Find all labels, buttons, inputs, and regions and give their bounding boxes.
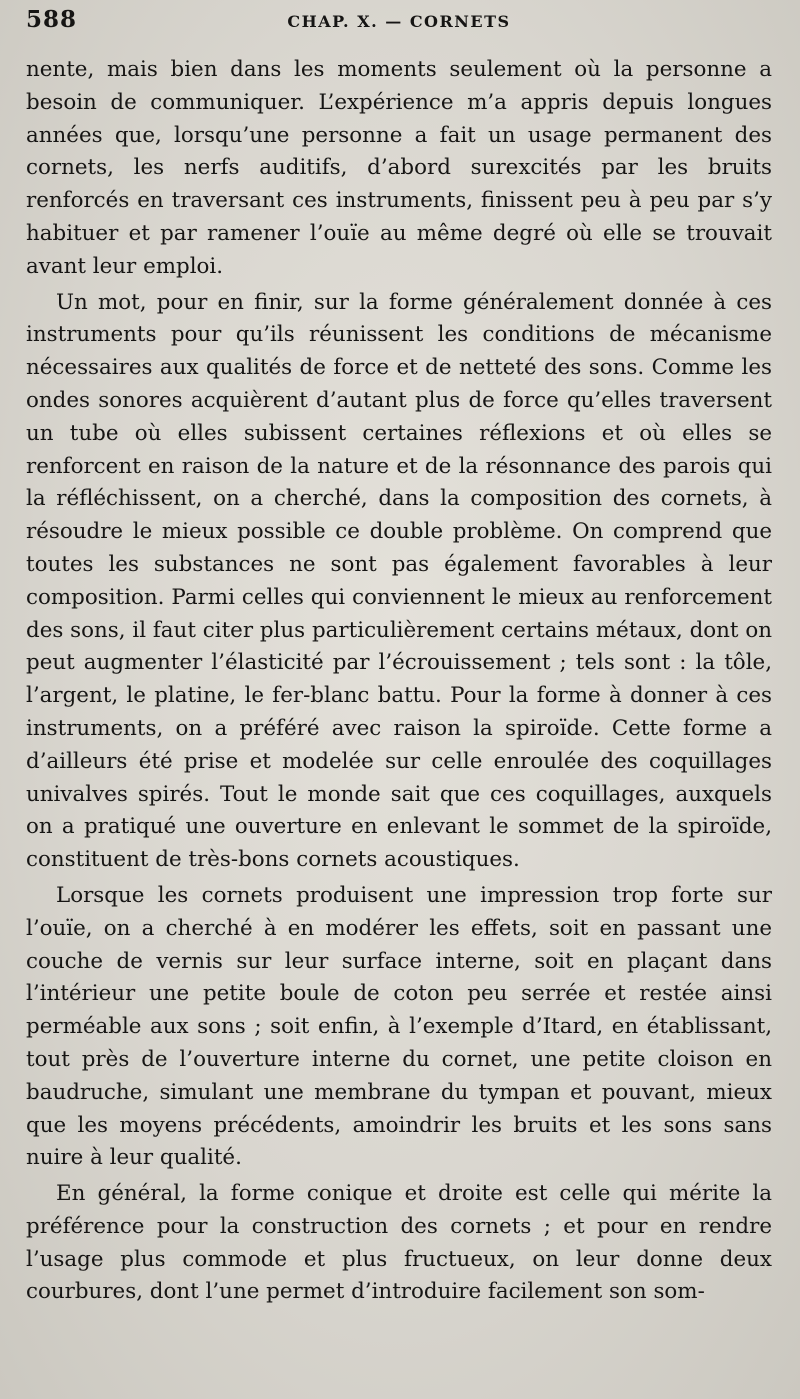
page-header — [26, 6, 772, 54]
running-head: CHAP. X. — CORNETS — [287, 12, 511, 31]
paragraph-continued: nente, mais bien dans les moments seulement où la personne a besoin de communiquer. L’expérience m’a appris depuis longues années que, lorsqu’une personne a fait un usage permanent des cornets, les nerfs auditifs, d’abord surexcités par les bruits renforcés en traversant ces instruments, finissent peu à peu par s’y habituer et par ramener l’ouïe au même degré où elle se trouvait avant leur emploi. — [26, 57, 772, 279]
paragraph: Un mot, pour en finir, sur la forme généralement donnée à ces instruments pour qu’ils réunissent les conditions de mécanisme nécessaires aux qualités de force et de netteté des sons. Comme les ondes sonores acquièrent d’autant plus de force qu’elles traversent un tube où elles subissent certaines réflexions et où elles se renforcent en raison de la nature et de la résonnance des parois qui la réfléchissent, on a cherché, dans la composition des cornets, à résoudre le mieux possible ce double problème. On comprend que toutes les substances ne sont pas également favorables à leur composition. Parmi celles qui conviennent le mieux au renforcement des sons, il faut citer plus particulièrement certains métaux, dont on peut augmenter l’élasticité par l’écrouissement ; tels sont : la tôle, l’argent, le platine, le fer-blanc battu. Pour la forme à donner à ces instruments, on a préféré avec raison la spiroïde. Cette forme a d’ailleurs été prise et modelée sur celle enroulée des coquillages univalves spirés. Tout le monde sait que ces coquillages, auxquels on a pratiqué une ouverture en enlevant le sommet de la spiroïde, constituent de très-bons cornets acoustiques. — [26, 289, 772, 873]
page-number: 588 — [26, 6, 78, 33]
body-text — [26, 54, 772, 1309]
paragraph: En général, la forme conique et droite est celle qui mérite la préférence pour la construction des cornets ; et pour en rendre l’usage plus commode et plus fructueux, on leur donne deux courbures, dont l’une permet d’introduire facilement son som- — [26, 1181, 772, 1305]
paragraph: Lorsque les cornets produisent une impression trop forte sur l’ouïe, on a cherché à en modérer les effets, soit en passant une couche de vernis sur leur surface interne, soit en plaçant dans l’intérieur une petite boule de coton peu serrée et restée ainsi perméable aux sons ; soit enfin, à l’exemple d’Itard, en établissant, tout près de l’ouverture interne du cornet, une petite cloison en baudruche, simulant une membrane du tympan et pouvant, mieux que les moyens précédents, amoindrir les bruits et les sons sans nuire à leur qualité. — [26, 882, 772, 1171]
